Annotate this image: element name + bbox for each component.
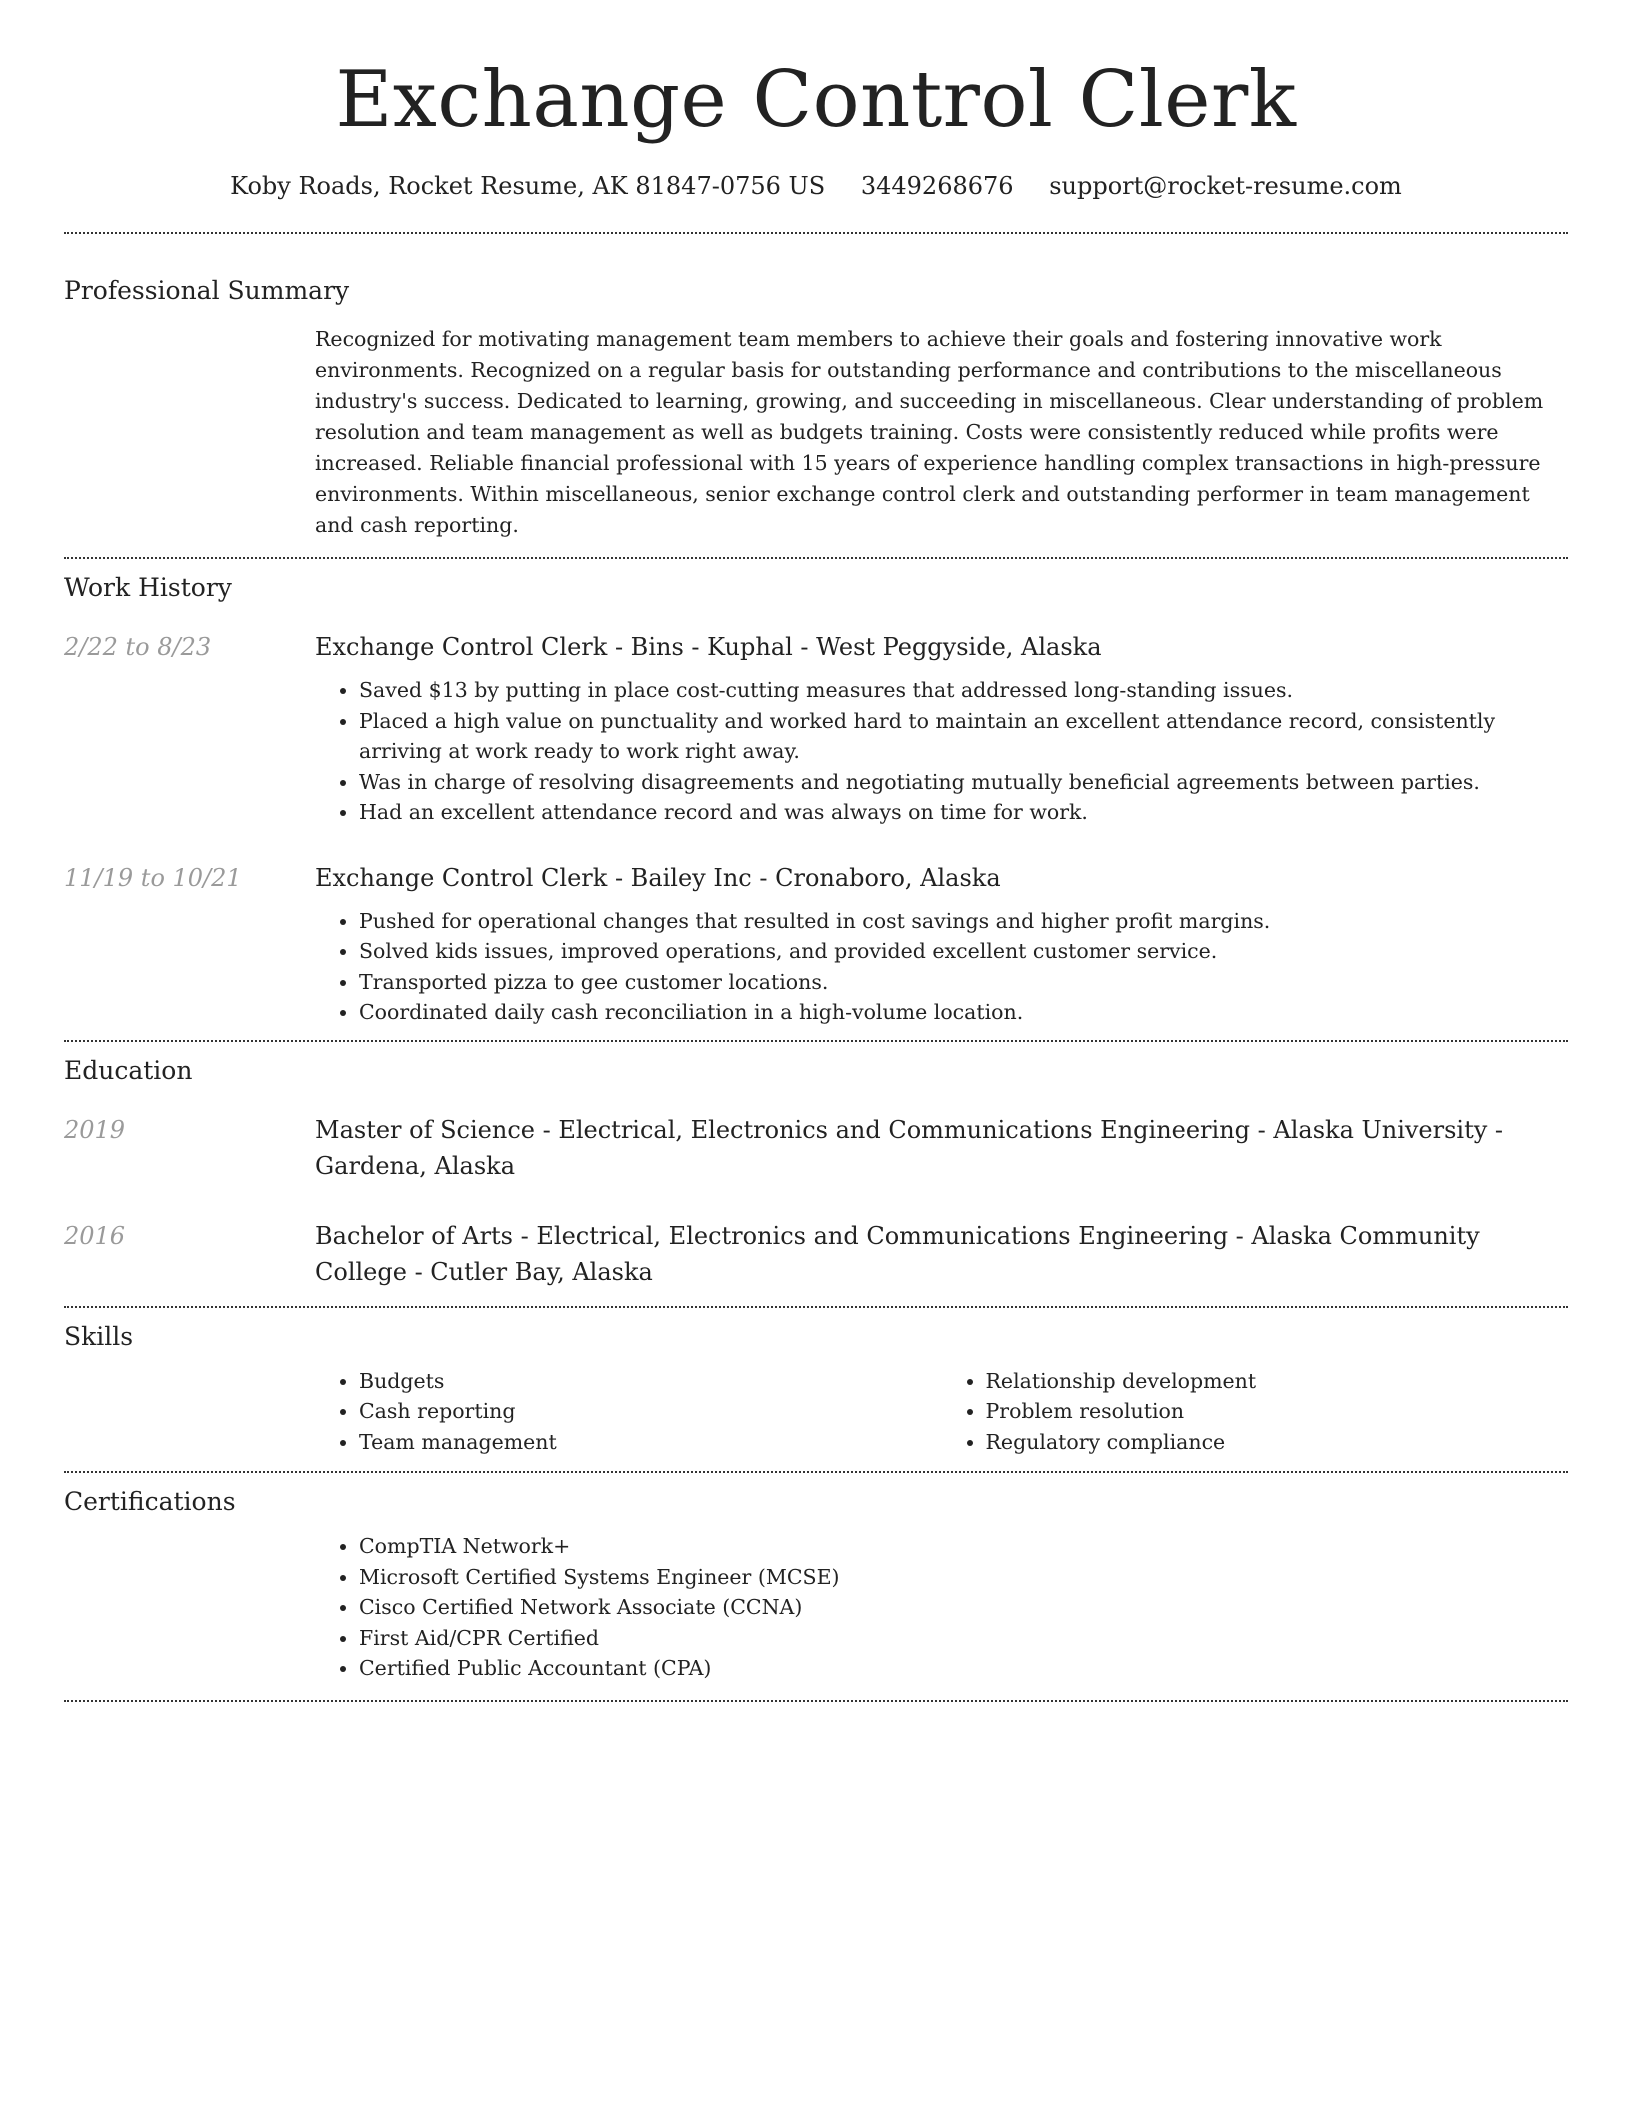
list-item: • Microsoft Certified Systems Engineer (MCSE)	[359, 1562, 1568, 1593]
work-entry-body	[315, 860, 1568, 1028]
work-entry	[64, 860, 1568, 1028]
list-item: • Budgets	[359, 1366, 942, 1397]
contact-address: Koby Roads, Rocket Resume, AK 81847-0756 US	[230, 172, 826, 200]
certifications-section	[64, 1473, 1568, 1700]
education-title: Bachelor of Arts - Electrical, Electronics and Communications Engineering - Alaska Community College - Cutler Bay, Alaska	[315, 1221, 1480, 1286]
work-entry	[64, 629, 1568, 828]
list-item: • Placed a high value on punctuality and worked hard to maintain an excellent attendance record, consistently arriving at work ready to work right away.	[359, 706, 1568, 767]
list-item: • CompTIA Network+	[359, 1531, 1568, 1562]
skills-column	[942, 1366, 1569, 1458]
summary-heading: Professional Summary	[64, 276, 350, 305]
list-item: • Relationship development	[986, 1366, 1569, 1397]
list-item: • Solved kids issues, improved operations, and provided excellent customer service.	[359, 936, 1568, 967]
work-entry-bullets	[315, 675, 1568, 828]
resume-page	[64, 0, 1568, 1702]
list-item: • Pushed for operational changes that resulted in cost savings and higher profit margins.	[359, 906, 1568, 937]
certifications-list	[315, 1531, 1568, 1700]
education-section	[64, 1042, 1568, 1306]
list-item: • Was in charge of resolving disagreements and negotiating mutually beneficial agreements between parties.	[359, 767, 1568, 798]
education-entry	[64, 1218, 1568, 1290]
skills-columns	[315, 1366, 1568, 1472]
work-entry-body	[315, 629, 1568, 828]
skills-heading: Skills	[64, 1321, 134, 1351]
list-item: • Coordinated daily cash reconciliation in a high-volume location.	[359, 997, 1568, 1028]
education-year: 2019	[64, 1115, 126, 1144]
education-heading: Education	[64, 1055, 193, 1085]
work-entry-title: Exchange Control Clerk - Bailey Inc - Cronaboro, Alaska	[315, 863, 1001, 892]
contact-line	[64, 170, 1568, 202]
work-entry-bullets	[315, 906, 1568, 1028]
education-entry-body	[315, 1218, 1568, 1290]
skills-column	[315, 1366, 942, 1458]
list-item: • Transported pizza to gee customer locations.	[359, 967, 1568, 998]
divider	[64, 1700, 1568, 1702]
education-entry-body	[315, 1112, 1568, 1184]
list-item: • Regulatory compliance	[986, 1427, 1569, 1458]
certifications-heading: Certifications	[64, 1487, 236, 1516]
work-entry-date: 11/19 to 10/21	[64, 863, 242, 892]
list-item: • First Aid/CPR Certified	[359, 1623, 1568, 1654]
certifications-bullets	[315, 1531, 1568, 1684]
contact-phone: 3449268676	[860, 172, 1014, 200]
summary-section	[64, 234, 1568, 557]
skills-section	[64, 1308, 1568, 1472]
work-history-section	[64, 559, 1568, 1040]
list-item: • Certified Public Accountant (CPA)	[359, 1653, 1568, 1684]
work-history-heading: Work History	[64, 573, 232, 602]
work-entry-date: 2/22 to 8/23	[64, 633, 212, 661]
page-title: Exchange Control Clerk	[335, 55, 1297, 145]
list-item: • Team management	[359, 1427, 942, 1458]
work-entry-title: Exchange Control Clerk - Bins - Kuphal - West Peggyside, Alaska	[315, 633, 1102, 661]
summary-text: Recognized for motivating management team members to achieve their goals and fostering innovative work environments. Recognized on a regular basis for outstanding performance and contributions to the miscellaneous industry's success. Dedicated to learning, growing, and succeeding in miscellaneous. Clear understanding of problem resolution and team management as well as budgets training. Costs were consistently reduced while profits were increased. Reliable financial professional with 15 years of experience handling complex transactions in high-pressure environments. Within miscellaneous, senior exchange control clerk and outstanding performer in team management and cash reporting.	[315, 327, 1544, 537]
education-year: 2016	[64, 1221, 126, 1250]
education-entry	[64, 1112, 1568, 1184]
list-item: • Saved $13 by putting in place cost-cutting measures that addressed long-standing issues.	[359, 675, 1568, 706]
list-item: • Had an excellent attendance record and was always on time for work.	[359, 797, 1568, 828]
contact-email: support@rocket-resume.com	[1049, 172, 1402, 200]
education-title: Master of Science - Electrical, Electronics and Communications Engineering - Alaska University - Gardena, Alaska	[315, 1115, 1504, 1180]
list-item: • Problem resolution	[986, 1396, 1569, 1427]
list-item: • Cisco Certified Network Associate (CCNA)	[359, 1592, 1568, 1623]
list-item: • Cash reporting	[359, 1396, 942, 1427]
